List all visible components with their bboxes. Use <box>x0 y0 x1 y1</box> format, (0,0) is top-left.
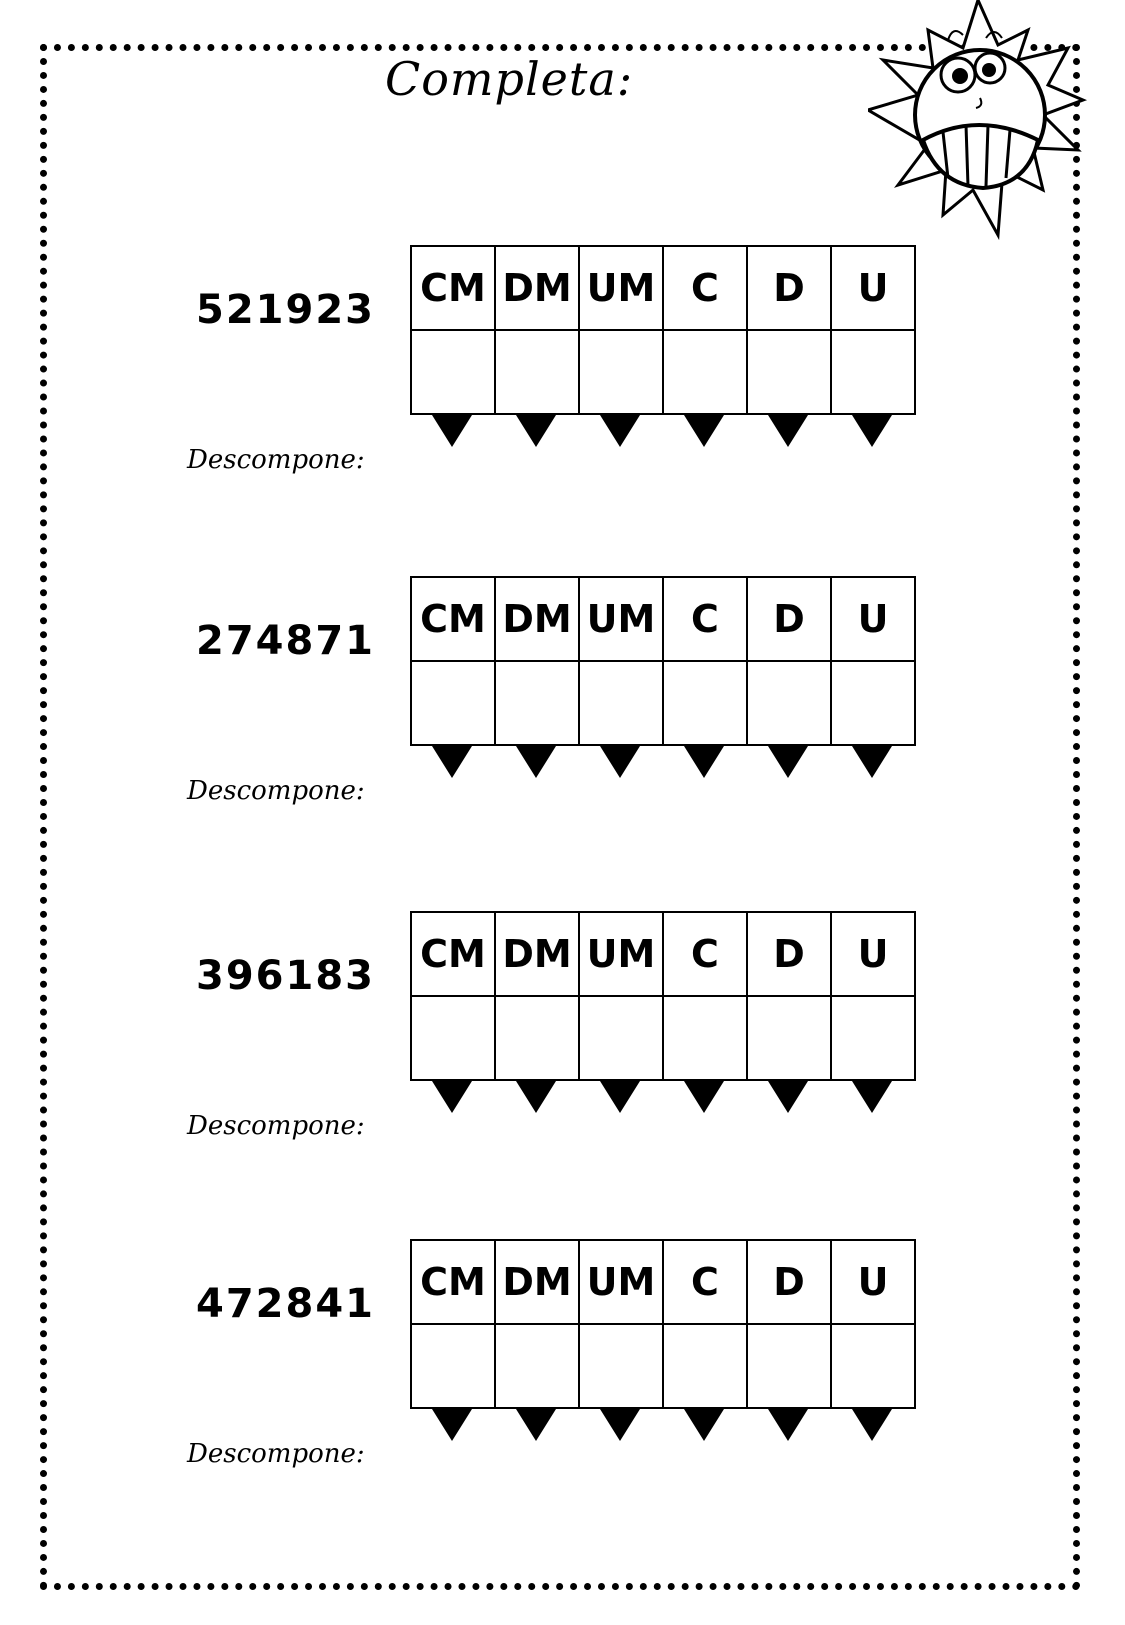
exercise-3 <box>0 911 1125 1181</box>
answer-cell-d[interactable] <box>747 996 831 1080</box>
answer-cell-d[interactable] <box>747 661 831 745</box>
decompose-label: Descompone: <box>187 445 365 475</box>
col-header-um: UM <box>579 577 663 661</box>
down-arrow-icon <box>432 1409 472 1441</box>
decompose-label: Descompone: <box>187 1439 365 1469</box>
down-arrow-icon <box>600 415 640 447</box>
down-arrow-icon <box>768 1081 808 1113</box>
exercise-2 <box>0 576 1125 846</box>
arrow-row <box>410 746 920 786</box>
number-to-decompose: 396183 <box>196 953 375 999</box>
col-header-u: U <box>831 912 915 996</box>
answer-cell-d[interactable] <box>747 1324 831 1408</box>
answer-cell-dm[interactable] <box>495 330 579 414</box>
page-title: Completa: <box>385 52 634 106</box>
down-arrow-icon <box>432 746 472 778</box>
col-header-cm: CM <box>411 912 495 996</box>
answer-cell-u[interactable] <box>831 996 915 1080</box>
arrow-row <box>410 1081 920 1121</box>
exercise-4 <box>0 1239 1125 1509</box>
col-header-d: D <box>747 912 831 996</box>
answer-cell-c[interactable] <box>663 996 747 1080</box>
down-arrow-icon <box>684 415 724 447</box>
down-arrow-icon <box>684 746 724 778</box>
place-value-table <box>410 1239 916 1409</box>
answer-cell-cm[interactable] <box>411 1324 495 1408</box>
col-header-u: U <box>831 246 915 330</box>
down-arrow-icon <box>852 415 892 447</box>
col-header-um: UM <box>579 1240 663 1324</box>
col-header-c: C <box>663 246 747 330</box>
arrow-row <box>410 415 920 455</box>
place-value-table <box>410 245 916 415</box>
col-header-um: UM <box>579 246 663 330</box>
down-arrow-icon <box>684 1081 724 1113</box>
down-arrow-icon <box>516 1081 556 1113</box>
down-arrow-icon <box>432 1081 472 1113</box>
col-header-c: C <box>663 1240 747 1324</box>
col-header-u: U <box>831 577 915 661</box>
sun-mascot-icon <box>868 0 1125 250</box>
down-arrow-icon <box>600 1081 640 1113</box>
answer-cell-dm[interactable] <box>495 661 579 745</box>
col-header-cm: CM <box>411 246 495 330</box>
answer-cell-c[interactable] <box>663 330 747 414</box>
col-header-dm: DM <box>495 1240 579 1324</box>
place-value-table <box>410 911 916 1081</box>
down-arrow-icon <box>768 746 808 778</box>
down-arrow-icon <box>852 1081 892 1113</box>
answer-cell-c[interactable] <box>663 661 747 745</box>
decompose-label: Descompone: <box>187 776 365 806</box>
down-arrow-icon <box>768 415 808 447</box>
answer-cell-cm[interactable] <box>411 330 495 414</box>
answer-cell-dm[interactable] <box>495 996 579 1080</box>
answer-cell-u[interactable] <box>831 330 915 414</box>
col-header-u: U <box>831 1240 915 1324</box>
down-arrow-icon <box>852 1409 892 1441</box>
down-arrow-icon <box>516 1409 556 1441</box>
col-header-d: D <box>747 246 831 330</box>
col-header-dm: DM <box>495 246 579 330</box>
col-header-um: UM <box>579 912 663 996</box>
answer-cell-c[interactable] <box>663 1324 747 1408</box>
number-to-decompose: 521923 <box>196 287 375 333</box>
col-header-dm: DM <box>495 577 579 661</box>
col-header-cm: CM <box>411 577 495 661</box>
exercise-1 <box>0 245 1125 515</box>
down-arrow-icon <box>432 415 472 447</box>
answer-cell-um[interactable] <box>579 661 663 745</box>
col-header-d: D <box>747 577 831 661</box>
answer-cell-cm[interactable] <box>411 996 495 1080</box>
place-value-table <box>410 576 916 746</box>
number-to-decompose: 274871 <box>196 618 375 664</box>
col-header-c: C <box>663 912 747 996</box>
col-header-d: D <box>747 1240 831 1324</box>
col-header-c: C <box>663 577 747 661</box>
down-arrow-icon <box>600 1409 640 1441</box>
down-arrow-icon <box>684 1409 724 1441</box>
down-arrow-icon <box>852 746 892 778</box>
answer-cell-um[interactable] <box>579 1324 663 1408</box>
answer-cell-cm[interactable] <box>411 661 495 745</box>
answer-cell-um[interactable] <box>579 996 663 1080</box>
down-arrow-icon <box>516 746 556 778</box>
number-to-decompose: 472841 <box>196 1281 375 1327</box>
answer-cell-u[interactable] <box>831 661 915 745</box>
answer-cell-dm[interactable] <box>495 1324 579 1408</box>
col-header-dm: DM <box>495 912 579 996</box>
col-header-cm: CM <box>411 1240 495 1324</box>
answer-cell-d[interactable] <box>747 330 831 414</box>
answer-cell-um[interactable] <box>579 330 663 414</box>
decompose-label: Descompone: <box>187 1111 365 1141</box>
down-arrow-icon <box>600 746 640 778</box>
answer-cell-u[interactable] <box>831 1324 915 1408</box>
down-arrow-icon <box>516 415 556 447</box>
arrow-row <box>410 1409 920 1449</box>
down-arrow-icon <box>768 1409 808 1441</box>
